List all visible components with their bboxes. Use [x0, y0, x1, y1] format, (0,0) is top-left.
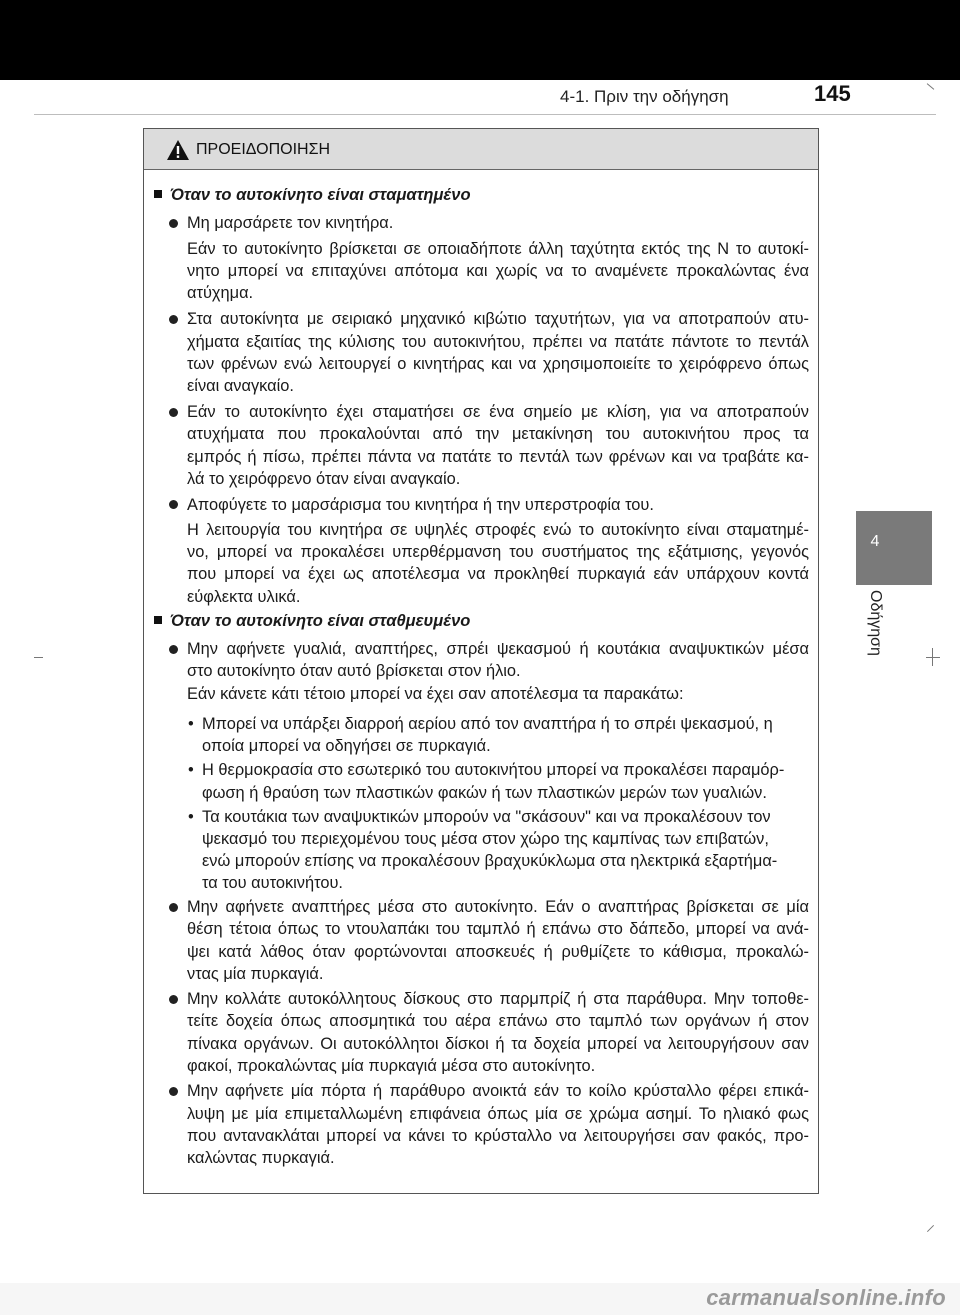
round-bullet-icon	[169, 995, 178, 1004]
warning-box	[143, 128, 819, 1194]
text-line: νο, μπορεί να προκαλέσει υπερθέρμανση του συστήματος της εξάτμισης, γεγονός	[187, 543, 809, 561]
text-line: Μην αφήνετε γυαλιά, αναπτήρες, σπρέι ψεκασμού ή κουτάκια αναψυκτικών μέσα	[187, 640, 809, 658]
text-line: καλώντας πυρκαγιά.	[187, 1149, 335, 1167]
round-bullet-icon	[169, 500, 178, 509]
text-line: οποία μπορεί να οδηγήσει σε πυρκαγιά.	[202, 737, 491, 755]
watermark-bar	[0, 1283, 960, 1315]
text-line: πίνακα οργάνων. Οι αυτοκόλλητοι δίσκοι ή τα δοχεία μπορεί να λειτουργήσουν σαν	[187, 1035, 809, 1053]
sub-bullet: •	[188, 761, 194, 779]
round-bullet-icon	[169, 1087, 178, 1096]
text-line: ψεκασμό του περιεχομένου τους μέσα στον χώρο της καμπίνας των επιβατών,	[202, 830, 769, 848]
square-bullet-icon	[154, 616, 162, 624]
round-bullet-icon	[169, 645, 178, 654]
section-heading	[154, 186, 471, 205]
text-line: Τα κουτάκια των αναψυκτικών μπορούν να "σκάσουν" και να προκαλέσουν τον	[202, 808, 771, 826]
page-number: 145	[814, 81, 851, 106]
text-line: ατύχημα.	[187, 284, 254, 302]
text-line: Η λειτουργία του κινητήρα σε υψηλές στροφές ενώ το αυτοκίνητο είναι σταματημέ-	[187, 521, 809, 539]
text-line: ατυχήματα που προκαλούνται από την μετακίνηση του αυτοκινήτου προς τα	[187, 425, 809, 443]
text-line: ψει κατά λάθος όταν φορτώνονται αποσκευές ή ρυθμίζετε το κάθισμα, προκαλώ-	[187, 943, 809, 961]
warning-title: ΠΡΟΕΙΔΟΠΟΙΗΣΗ	[196, 141, 331, 158]
text-line: λά το χειρόφρενο όταν είναι αναγκαίο.	[187, 470, 461, 488]
chapter-label	[864, 590, 884, 680]
round-bullet-icon	[169, 315, 178, 324]
text-line: εύφλεκτα υλικά.	[187, 588, 301, 606]
text-line: Εάν το αυτοκίνητο έχει σταματήσει σε ένα σημείο με κλίση, για να αποτραπούν	[187, 403, 809, 421]
text-line: τείτε δοχεία όπως αποσμητικά του αέρα επάνω στο ταμπλό των οργάνων ή στον	[187, 1012, 809, 1030]
text-line: Αποφύγετε το μαρσάρισμα του κινητήρα ή την υπερστροφία του.	[187, 496, 654, 514]
text-line: νητο μπορεί να επιταχύνει απότομα και χωρίς να το αναμένετε προκαλώντας ένα	[187, 262, 809, 280]
chapter-label-text: Οδήγηση	[867, 590, 884, 656]
text-line: των φρένων ενώ λειτουργεί ο κινητήρας και να χρησιμοποιείτε το χειρόφρενο όπως	[187, 355, 809, 373]
crop-mark	[34, 657, 43, 658]
crop-mark	[932, 648, 933, 666]
text-line: που μπορεί να έχει ως αποτέλεσμα να προκληθεί πυρκαγιά εάν υπάρχουν κοντά	[187, 565, 809, 583]
text-line: λυψη με μία επιμεταλλωμένη επιφάνεια όπως μία σε χρώμα ασημί. Το ηλιακό φως	[187, 1105, 809, 1123]
section-heading-text: Όταν το αυτοκίνητο είναι σταθμευμένο	[170, 612, 471, 630]
text-line: ενώ μπορούν επίσης να προκαλέσουν βραχυκύκλωμα στα ηλεκτρικά εξαρτήμα-	[202, 852, 778, 870]
text-line: που αντανακλάται μπορεί να κάνει το κρύσταλλο να λειτουργήσει σαν φακός, προ-	[187, 1127, 809, 1145]
text-line: Εάν κάνετε κάτι τέτοιο μπορεί να έχει σαν αποτέλεσμα τα παρακάτω:	[187, 685, 684, 703]
text-line: Μην αφήνετε μία πόρτα ή παράθυρο ανοικτά εάν το κοίλο κρύσταλλο φέρει επικά-	[187, 1082, 809, 1100]
crop-mark	[927, 1225, 934, 1232]
warning-triangle-icon	[166, 139, 190, 161]
chapter-number: 4	[870, 533, 880, 550]
sub-bullet: •	[188, 808, 194, 826]
header-rule	[34, 114, 936, 115]
text-line: Μην κολλάτε αυτοκόλλητους δίσκους στο παρμπρίζ ή στα παράθυρα. Μην τοποθε-	[187, 990, 809, 1008]
round-bullet-icon	[169, 903, 178, 912]
crop-mark	[926, 657, 940, 658]
running-header-section: 4-1. Πριν την οδήγηση	[560, 87, 729, 106]
square-bullet-icon	[154, 190, 162, 198]
round-bullet-icon	[169, 408, 178, 417]
text-line: θέση τέτοια όπως το ντουλαπάκι του ταμπλό ή επάνω στο δάπεδο, μπορεί να ανά-	[187, 920, 809, 938]
text-line: Μην αφήνετε αναπτήρες μέσα στο αυτοκίνητο. Εάν ο αναπτήρας βρίσκεται σε μία	[187, 898, 809, 916]
text-line: τα του αυτοκινήτου.	[202, 874, 343, 892]
text-line: Στα αυτοκίνητα με σειριακό μηχανικό κιβώτιο ταχυτήτων, για να αποτραπούν ατυ-	[187, 310, 809, 328]
watermark-text: carmanualsonline.info	[706, 1285, 946, 1310]
text-line: εμπρός ή πίσω, πρέπει πάντα να πατάτε το πεντάλ των φρένων και να τραβάτε κα-	[187, 448, 809, 466]
sub-bullet: •	[188, 715, 194, 733]
section-heading	[154, 612, 470, 631]
text-line: Μπορεί να υπάρξει διαρροή αερίου από τον αναπτήρα ή το σπρέι ψεκασμού, η	[202, 715, 773, 733]
text-line: Εάν το αυτοκίνητο βρίσκεται σε οποιαδήποτε άλλη ταχύτητα εκτός της N το αυτοκί-	[187, 240, 809, 258]
crop-mark	[927, 83, 935, 90]
text-line: Μη μαρσάρετε τον κινητήρα.	[187, 214, 394, 232]
text-line: Η θερμοκρασία στο εσωτερικό του αυτοκινήτου μπορεί να προκαλέσει παραμόρ-	[202, 761, 785, 779]
text-line: φωση ή θραύση των πλαστικών φακών ή των πλαστικών μερών των γυαλιών.	[202, 784, 767, 802]
text-line: στο αυτοκίνητο όταν αυτό βρίσκεται στον ήλιο.	[187, 662, 521, 680]
text-line: φακοί, προκαλώντας μία πυρκαγιά μέσα στο αυτοκίνητο.	[187, 1057, 596, 1075]
text-line: ντας μία πυρκαγιά.	[187, 965, 324, 983]
text-line: χήματα εξαιτίας της κύλισης του αυτοκινήτου, πρέπει να πατάτε πάντοτε το πεντάλ	[187, 333, 809, 351]
chapter-tab[interactable]	[856, 511, 932, 585]
text-line: είναι αναγκαίο.	[187, 377, 294, 395]
warning-header	[144, 129, 818, 170]
round-bullet-icon	[169, 219, 178, 228]
section-heading-text: Όταν το αυτοκίνητο είναι σταματημένο	[170, 186, 471, 204]
top-black-band	[0, 0, 960, 80]
